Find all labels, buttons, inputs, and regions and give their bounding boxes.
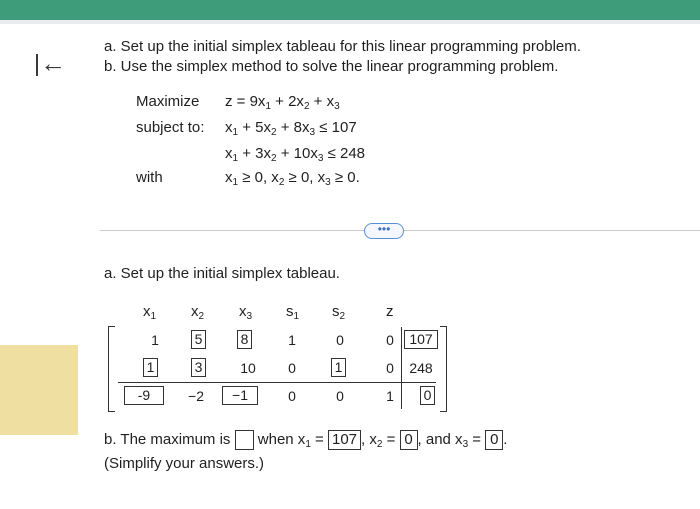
- cell-r2-s2-input[interactable]: 1: [331, 358, 346, 377]
- header-x3: $x_3$: [239, 303, 253, 322]
- cell-r2-z: 0: [386, 360, 394, 376]
- x3-value-input[interactable]: 0: [485, 430, 503, 450]
- header-x2: $x_2$: [191, 303, 205, 322]
- header-s2: $s_2$: [332, 303, 346, 322]
- cell-r2-rhs: 248: [409, 360, 433, 376]
- tableau-right-bracket: [440, 326, 447, 412]
- maximum-value-input[interactable]: [235, 430, 254, 450]
- answer-when: when $x_1$ =: [257, 430, 324, 450]
- subject-to-label: subject to:: [136, 119, 205, 136]
- cell-r1-s1: 1: [288, 332, 296, 348]
- cell-r1-z: 0: [386, 332, 394, 348]
- x2-label: , $x_2$ =: [361, 430, 396, 450]
- header-shadow: [0, 20, 700, 24]
- header-z: z: [386, 303, 394, 320]
- tableau-left-bracket: [108, 326, 115, 412]
- constraint-2: $x_1 + 3x_2 + 10x_3 \le 248$: [225, 145, 366, 164]
- cell-r1-x3-input[interactable]: 8: [237, 330, 252, 349]
- x3-label: , and $x_3$ =: [417, 430, 482, 450]
- answer-prefix: b. The maximum is: [104, 430, 231, 448]
- cell-r2-x3: 10: [240, 360, 256, 376]
- objective-function: $z = 9x_1 + 2x_2 + x_3$: [225, 93, 340, 112]
- cell-r3-z: 1: [386, 388, 394, 404]
- left-highlight-strip: [0, 345, 78, 435]
- cell-r3-x3-input[interactable]: −1: [222, 386, 258, 405]
- maximize-label: Maximize: [136, 93, 200, 110]
- cell-r1-x2-input[interactable]: 5: [191, 330, 206, 349]
- cell-r1-s2: 0: [336, 332, 344, 348]
- more-options-button[interactable]: •••: [364, 223, 404, 239]
- cell-r3-rhs-input[interactable]: 0: [420, 386, 435, 405]
- instruction-b: b. Use the simplex method to solve the linear programming problem.: [104, 58, 559, 75]
- header-x1: $x_1$: [143, 303, 157, 322]
- nonnegativity-constraints: $x_1 \ge 0$, $x_2 \ge 0$, $x_3 \ge 0$.: [225, 169, 360, 188]
- tableau-objective-divider: [118, 382, 436, 383]
- instruction-a: a. Set up the initial simplex tableau for this linear programming problem.: [104, 38, 581, 55]
- cell-r3-x1-input[interactable]: -9: [124, 386, 164, 405]
- constraint-1: $x_1 + 5x_2 + 8x_3 \le 107$: [225, 119, 357, 138]
- top-header-bar: [0, 0, 700, 20]
- cell-r3-s1: 0: [288, 388, 296, 404]
- cell-r3-s2: 0: [336, 388, 344, 404]
- x1-value-input[interactable]: 107: [328, 430, 361, 450]
- tableau-rhs-divider: [401, 327, 402, 409]
- answer-sentence: [104, 430, 507, 450]
- cell-r1-rhs-input[interactable]: 107: [404, 330, 438, 349]
- cell-r2-s1: 0: [288, 360, 296, 376]
- header-s1: $s_1$: [286, 303, 300, 322]
- cell-r3-x2: −2: [188, 388, 204, 404]
- with-label: with: [136, 169, 163, 186]
- x2-value-input[interactable]: 0: [400, 430, 418, 450]
- cell-r1-x1: 1: [151, 332, 159, 348]
- answer-end: .: [503, 430, 508, 448]
- cell-r2-x2-input[interactable]: 3: [191, 358, 206, 377]
- section-a-title: a. Set up the initial simplex tableau.: [104, 265, 340, 282]
- back-arrow-icon[interactable]: ←: [36, 48, 66, 79]
- simplify-note: (Simplify your answers.): [104, 455, 265, 472]
- cell-r2-x1-input[interactable]: 1: [143, 358, 158, 377]
